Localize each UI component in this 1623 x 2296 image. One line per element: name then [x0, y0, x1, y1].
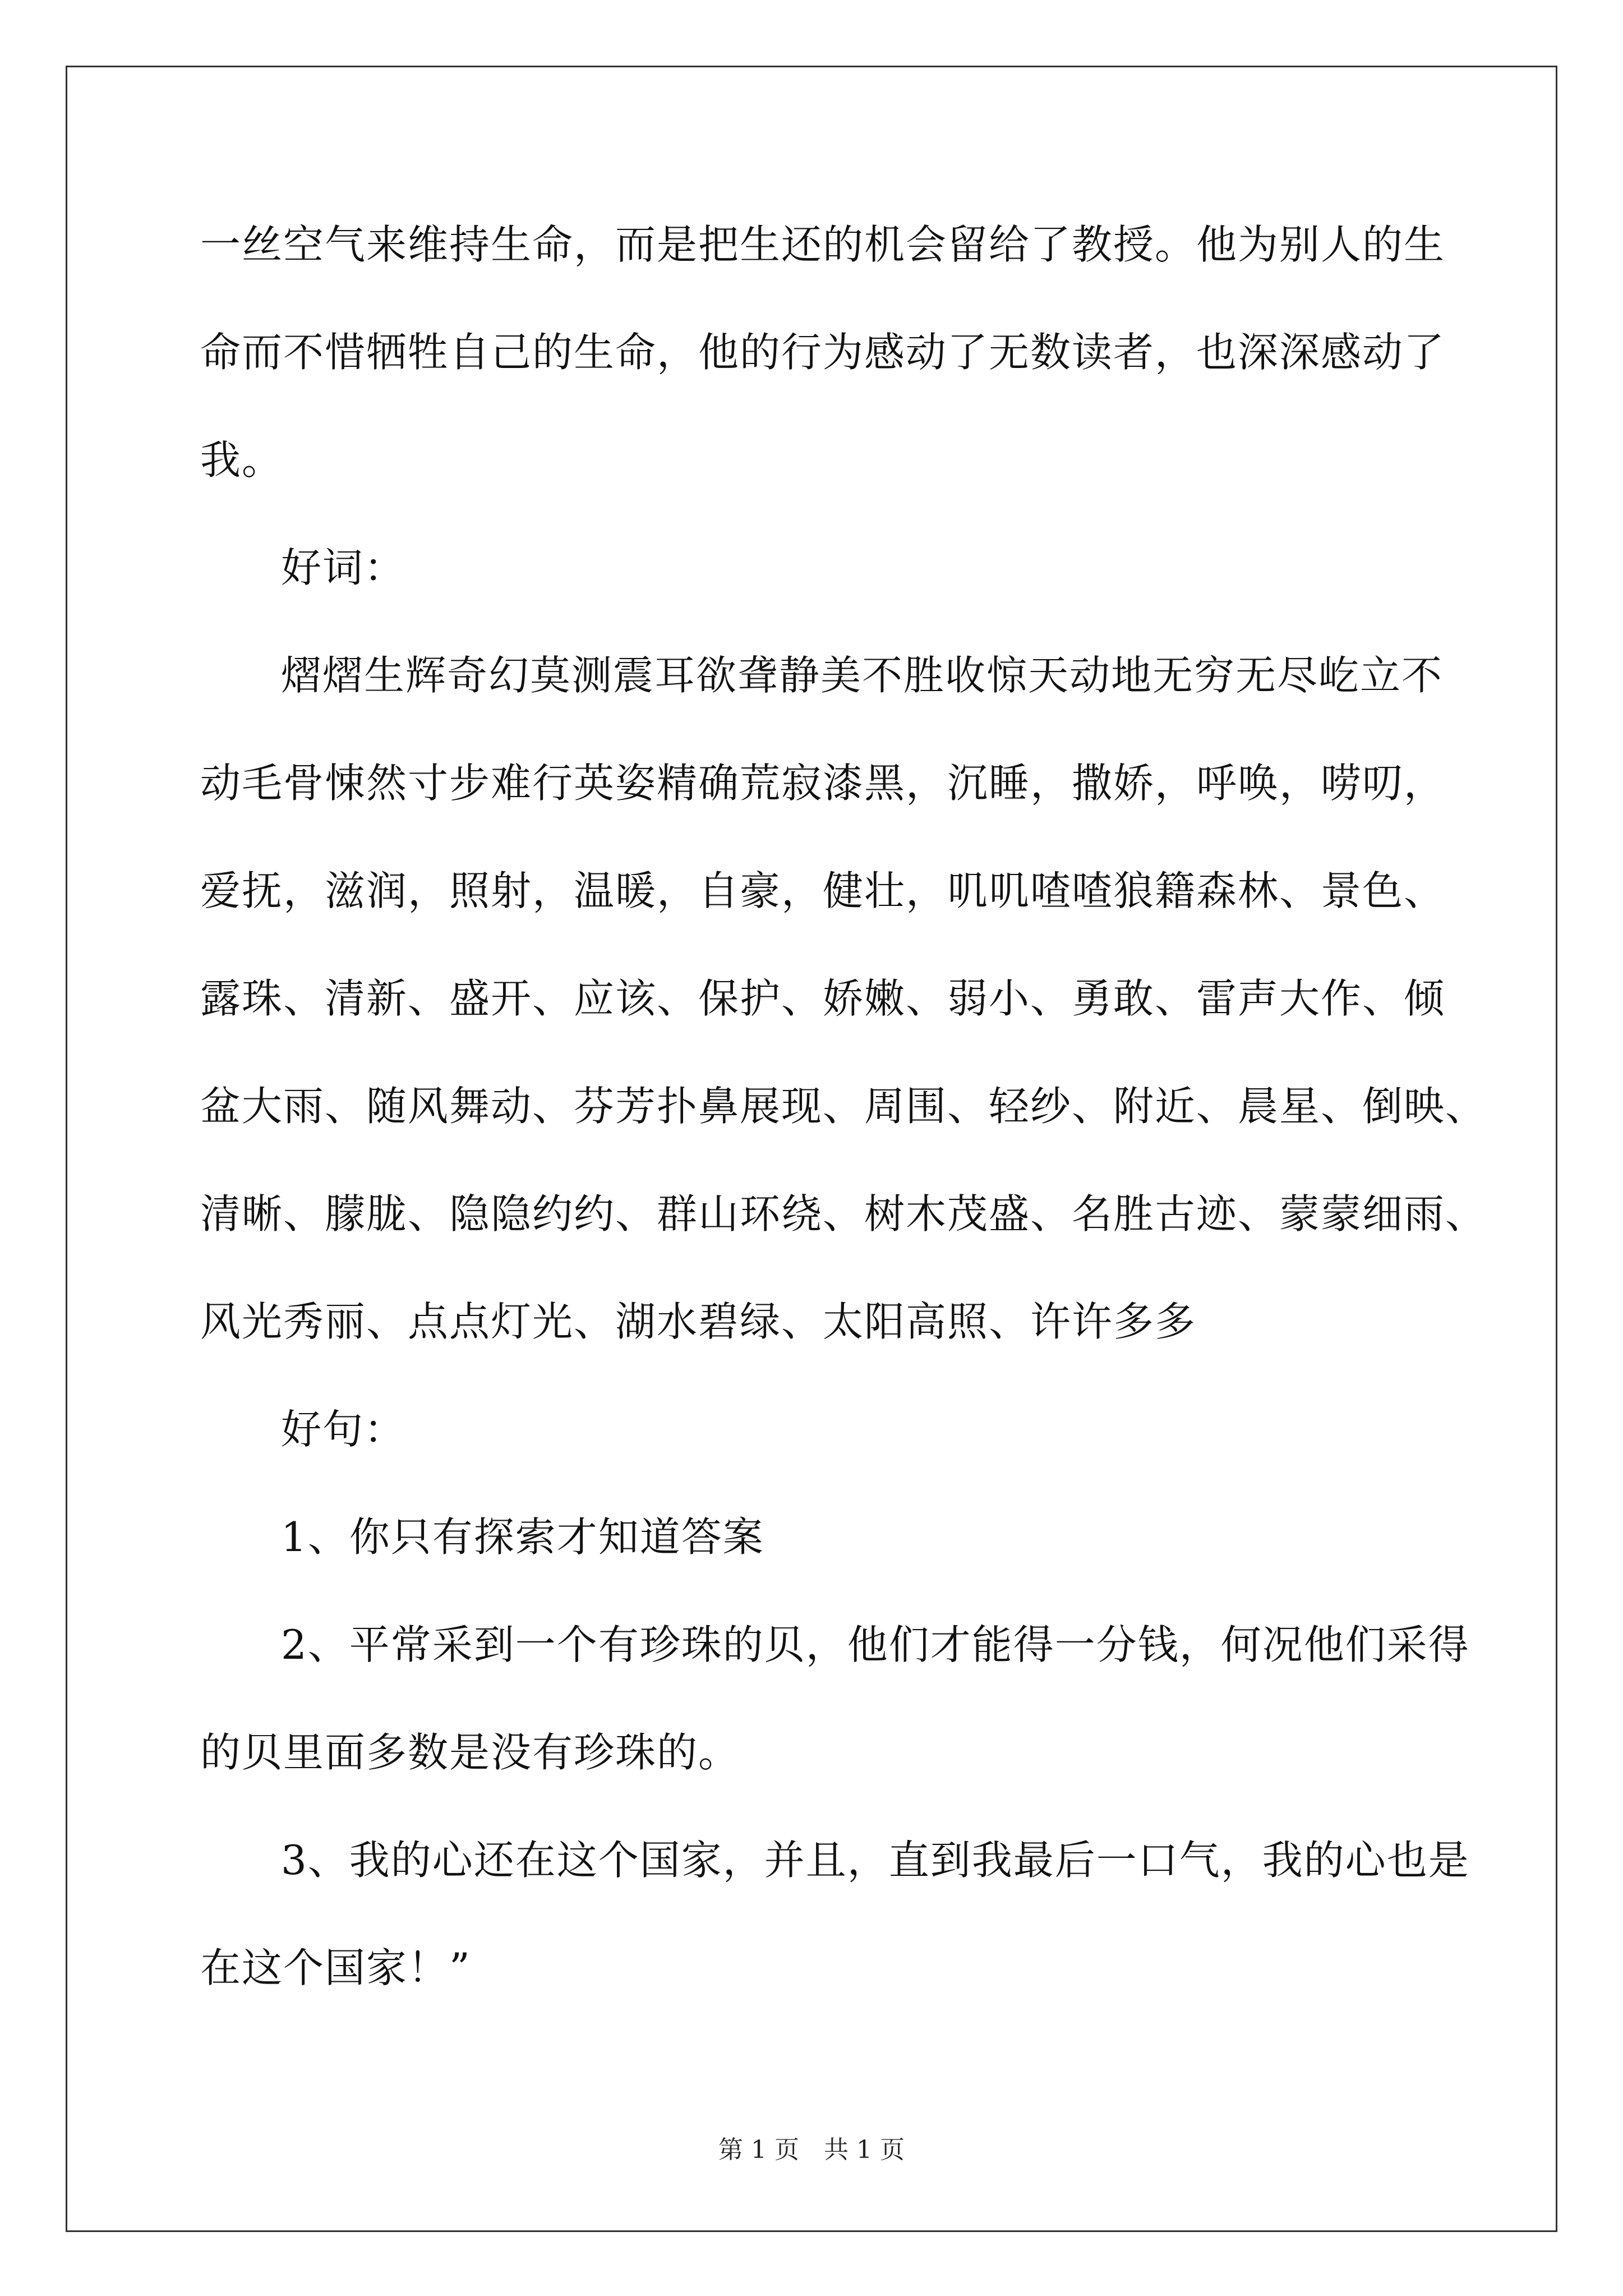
page-number-footer: 第 1 页 共 1 页: [718, 2136, 905, 2164]
body-line: 清晰、朦胧、隐隐约约、群山环绕、树木茂盛、名胜古迹、蒙蒙细雨、: [200, 1190, 1487, 1237]
body-line: 熠熠生辉奇幻莫测震耳欲聋静美不胜收惊天动地无穷无尽屹立不: [281, 652, 1444, 699]
list-item-continuation: 的贝里面多数是没有珍珠的。: [200, 1729, 740, 1776]
body-line: 一丝空气来维持生命，而是把生还的机会留给了教授。他为别人的生: [200, 221, 1446, 268]
body-line: 我。: [200, 436, 284, 484]
body-line: 动毛骨悚然寸步难行英姿精确荒寂漆黑，沉睡，撒娇，呼唤，唠叨，: [200, 760, 1446, 807]
body-line: 爱抚，滋润，照射，温暖，自豪，健壮，叽叽喳喳狼籍森林、景色、: [200, 867, 1446, 914]
body-line: 命而不惜牺牲自己的生命，他的行为感动了无数读者，也深深感动了: [200, 329, 1446, 376]
list-item: 2、平常采到一个有珍珠的贝，他们才能得一分钱，何况他们采得: [281, 1621, 1470, 1668]
list-item-continuation: 在这个国家！”: [200, 1944, 471, 1991]
list-item: 1、你只有探索才知道答案: [281, 1513, 764, 1561]
section-heading-good-words: 好词：: [281, 544, 406, 591]
body-line: 风光秀丽、点点灯光、湖水碧绿、太阳高照、许许多多: [200, 1298, 1197, 1345]
list-item: 3、我的心还在这个国家，并且，直到我最后一口气，我的心也是: [281, 1837, 1470, 1884]
body-line: 盆大雨、随风舞动、芬芳扑鼻展现、周围、轻纱、附近、晨星、倒映、: [200, 1083, 1487, 1130]
body-line: 露珠、清新、盛开、应该、保护、娇嫩、弱小、勇敢、雷声大作、倾: [200, 975, 1446, 1022]
page-border: [66, 66, 1557, 2232]
section-heading-good-sentences: 好句：: [281, 1406, 406, 1453]
